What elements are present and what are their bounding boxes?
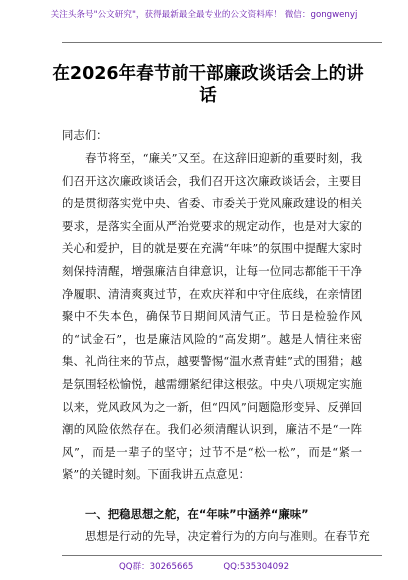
- salutation: 同志们：: [62, 128, 108, 142]
- document-title: 在2026年春节前干部廉政谈话会上的讲话: [52, 64, 364, 106]
- section-heading-1: 一、把稳思想之舵，在“年味”中涵养“廉味”: [85, 507, 309, 521]
- paragraph-section-1: 思想是行动的先导，决定着行为的方向与准则。在春节充: [85, 529, 370, 543]
- header-banner: 关注头条号"公文研究"，获得最新最全最专业的公文资料库！ 微信：gongwenyj: [50, 10, 358, 20]
- footer-qq-group: QQ群：30265665: [118, 562, 194, 572]
- footer-divider: [62, 555, 382, 556]
- footer-qq: QQ:535304092: [223, 562, 290, 572]
- paragraph-intro: 春节将至，“廉关”又至。在这辞旧迎新的重要时刻，我们召开这次廉政谈话会，我们召开这次廉政谈话会，主要目的是贯彻落实党中央、省委、市委关于党风廉政建设的相关要求，是落实全面从严治党要求的规定动作，也是对大家的关心和爱护，目的就是要在充满“年味”的氛围中提醒大家时刻保持清醒，增强廉洁自律意识，让每一位同志都能干干净净履职、清清爽爽过节，在欢庆祥和中守住底线，在亲情团聚中不失本色，确保节日期间风清气正。节日是检验作风的“试金石”，也是廉洁风险的“高发期”。越是人情往来密集、礼尚往来的节点，越要警惕“温水煮青蛙”式的围猎；越是氛围轻松愉悦，越需绷紧纪律这根弦。中央八项规定实施以来，党风政风为之一新，但“四风”问题隐形变异、反弹回潮的风险依然存在。我们必须清醒认识到，廉洁不是“一阵风”，而是一辈子的坚守；过节不是“松一松”，而是“紧一紧”的关键时刻。下面我讲五点意见：: [62, 151, 362, 482]
- footer: [0, 560, 408, 572]
- header-divider: [62, 42, 382, 43]
